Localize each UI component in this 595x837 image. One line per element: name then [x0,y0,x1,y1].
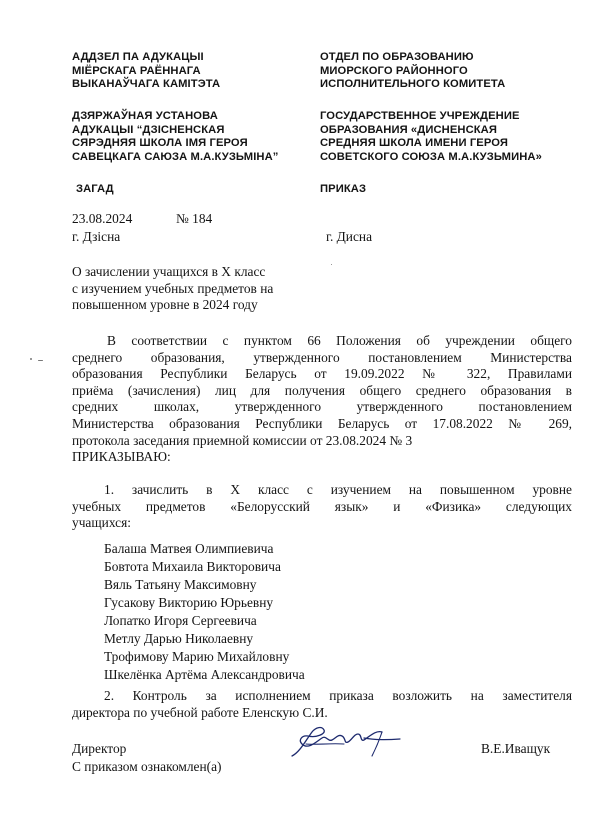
director-signature [286,722,406,764]
header-right-department [320,51,505,92]
header-left-school [72,110,278,164]
header-line: ВЫКАНАЎЧАГА КАМІТЭТА [72,78,221,91]
header-line: СОВЕТСКОГО СОЮЗА М.А.КУЗЬМИНА» [320,150,542,163]
list-item: Лопатко Игоря Сергеевича [104,613,257,628]
item-1-line: учащихся: [72,515,131,531]
doc-type-right: ПРИКАЗ [320,183,367,195]
header-line: ДЗЯРЖАЎНАЯ УСТАНОВА [72,110,218,122]
list-item: Гусакову Викторию Юрьевну [104,595,274,610]
acknowledgement-line: С приказом ознакомлен(а) [72,759,222,774]
preamble-line: приёма (зачисления) лиц для получения общего среднего образования в [72,382,572,398]
preamble-paragraph [72,333,572,449]
subject-line: О зачислении учащихся в X класс [72,264,266,279]
list-item: Трофимову Марию Михайловну [104,649,290,664]
item-1-line: 1. зачислить в X класс с изучением на повышенном уровне [104,482,572,497]
header-line: ИСПОЛНИТЕЛЬНОГО КОМИТЕТА [320,78,506,91]
item-2-paragraph [72,688,572,721]
list-item: Вяль Татьяну Максимовну [104,577,257,592]
header-line: САВЕЦКАГА САЮЗА М.А.КУЗЬМІНА” [72,150,279,163]
subject-line: повышенном уровне в 2024 году [72,297,258,313]
list-item: Шкелёнка Артёма Александровича [104,667,305,682]
header-line: СРЕДНЯЯ ШКОЛА ИМЕНИ ГЕРОЯ [320,137,509,150]
header-line: ГОСУДАРСТВЕННОЕ УЧРЕЖДЕНИЕ [320,110,520,122]
header-line: МІЁРСКАГА РАЁННАГА [72,64,201,77]
header-line: ОБРАЗОВАНИЯ «ДИСНЕНСКАЯ [320,123,497,136]
order-word: ПРИКАЗЫВАЮ: [72,449,171,464]
director-title: Директор [72,741,127,756]
order-date: 23.08.2024 [72,211,133,226]
scan-speck [331,264,332,265]
header-line: ОТДЕЛ ПО ОБРАЗОВАНИЮ [320,51,474,63]
director-name: В.Е.Иващук [481,741,551,756]
place-left: г. Дзісна [72,229,121,244]
list-item: Бовтота Михаила Викторовича [104,559,281,574]
place-right: г. Дисна [326,229,373,244]
preamble-line: среднего образования, утвержденного постановлением Министерства [72,349,572,365]
order-subject [72,264,273,314]
list-item: Балаша Матвея Олимпиевича [104,541,274,556]
preamble-line: образования Республики Беларусь от 19.09.2022 № 322, Правилами [72,366,572,382]
header-line: МИОРСКОГО РАЙОННОГО [320,64,468,77]
scan-speck [30,358,32,360]
header-left-department [72,51,220,92]
header-line: СЯРЭДНЯЯ ШКОЛА ІМЯ ГЕРОЯ [72,137,248,150]
header-line: АДДЗЕЛ ПА АДУКАЦЫІ [72,51,204,63]
list-item: Метлу Дарью Николаевну [104,631,254,646]
scan-speck [38,360,43,361]
preamble-line: В соответствии с пунктом 66 Положения об учреждении общего [107,333,572,348]
student-list [104,540,305,684]
item-2-line: 2. Контроль за исполнением приказа возложить на заместителя [104,688,572,703]
preamble-line: Министерства образования Республики Беларусь от 17.08.2022 № 269, [72,415,572,431]
item-1-paragraph [72,482,572,532]
item-2-line: директора по учебной работе Еленскую С.И. [72,704,328,720]
doc-type-left: ЗАГАД [76,183,114,195]
header-line: АДУКАЦЫІ “ДЗІСНЕНСКАЯ [72,123,225,136]
preamble-line: протокола заседания приемной комиссии от 23.08.2024 № 3 [72,432,413,448]
item-1-line: учебных предметов «Белорусский язык» и «Физика» следующих [72,498,572,514]
preamble-line: средних школах, утвержденного утвержденного постановлением [72,399,572,415]
header-right-school [320,110,542,164]
order-number: № 184 [176,211,213,226]
subject-line: с изучением учебных предметов на [72,280,274,296]
